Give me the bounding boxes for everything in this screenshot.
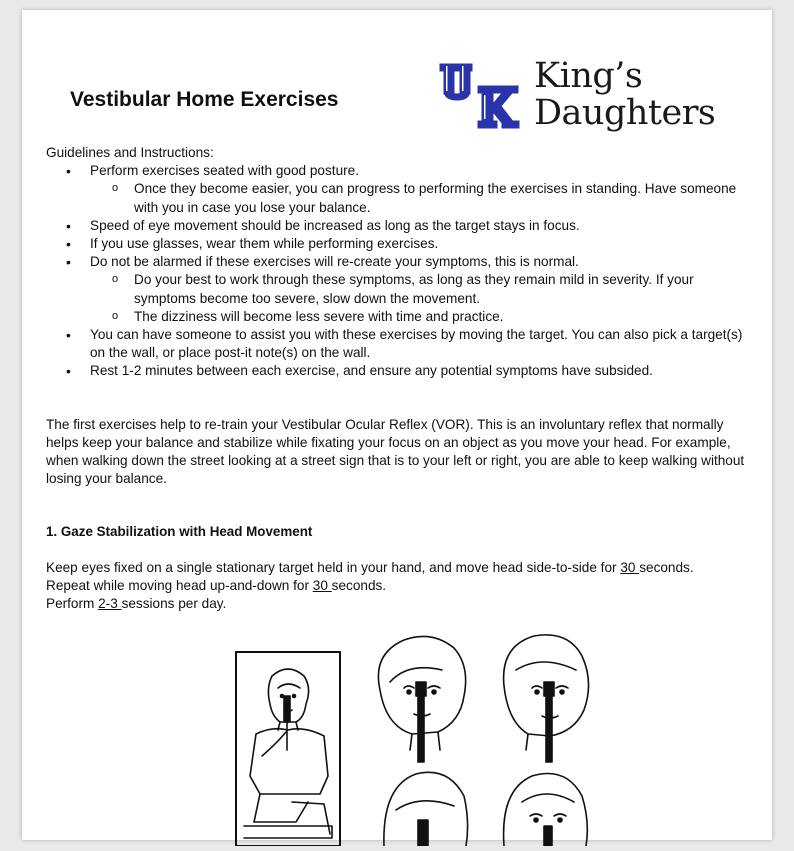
list-item: • If you use glasses, wear them while performing exercises.	[46, 235, 751, 253]
instruction-text: Repeat while moving head up-and-down for	[46, 577, 313, 593]
sub-list-item: o Once they become easier, you can progress to performing the exercises in standing. Have someone with you in case you lose your balance.	[90, 180, 751, 216]
exercise-1-instructions	[46, 559, 751, 614]
list-item-text: Do not be alarmed if these exercises will re-create your symptoms, this is normal.	[90, 254, 579, 270]
vor-intro-paragraph: The first exercises help to re-train your Vestibular Ocular Reflex (VOR). This is an involuntary reflex that normally helps keep your balance and stabilize while fixating your focus on an object as you move your head. For example, when walking down the street looking at a street sign that is to your left or right, you are able to keep walking without losing your balance.	[46, 416, 745, 487]
sub-list	[90, 180, 751, 216]
sub-list	[90, 271, 751, 326]
instruction-text: sessions per day.	[121, 596, 227, 612]
instruction-line-2	[46, 577, 751, 595]
instruction-text: seconds.	[331, 577, 387, 593]
instruction-line-3	[46, 595, 751, 613]
uk-logo-icon	[438, 60, 520, 130]
sub-list-item: o The dizziness will become less severe with time and practice.	[90, 308, 751, 326]
list-item: • Speed of eye movement should be increased as long as the target stays in focus.	[46, 217, 751, 235]
guidelines-list	[46, 162, 751, 380]
list-item: • You can have someone to assist you with these exercises by moving the target. You can also pick a target(s) on the wall, or place post-it note(s) on the wall.	[46, 326, 751, 362]
head-turn-left-drawing	[378, 636, 465, 762]
kings-daughters-logo	[438, 58, 715, 132]
list-item	[46, 162, 751, 217]
exercise-1-title: 1. Gaze Stabilization with Head Movement	[46, 524, 313, 540]
instruction-line-1	[46, 559, 751, 577]
head-turn-right-drawing	[504, 635, 589, 762]
logo-line-2: Daughters	[534, 93, 716, 133]
instruction-text: Keep eyes fixed on a single stationary target held in your hand, and move head side-to-side for	[46, 559, 621, 575]
duration-value: 30	[312, 577, 332, 593]
instruction-text: seconds.	[639, 559, 694, 575]
duration-value: 30	[620, 559, 640, 575]
list-item-text: Perform exercises seated with good posture.	[90, 163, 359, 179]
exercise-illustrations	[232, 626, 612, 846]
seated-figure-drawing	[236, 652, 340, 846]
list-item: • Rest 1-2 minutes between each exercise, and ensure any potential symptoms have subsided.	[46, 362, 751, 380]
guidelines-heading: Guidelines and Instructions:	[46, 145, 214, 160]
head-nod-up-drawing	[504, 774, 588, 847]
logo-line-1: King’s	[534, 56, 643, 96]
head-nod-down-drawing	[384, 772, 468, 846]
sessions-value: 2-3	[98, 596, 122, 612]
logo-wordmark	[534, 58, 715, 132]
list-item	[46, 253, 751, 326]
document-title: Vestibular Home Exercises	[70, 88, 339, 111]
document-page	[22, 10, 772, 840]
document-body	[46, 144, 751, 613]
instruction-text: Perform	[46, 596, 99, 612]
gaze-stabilization-illustration	[232, 626, 612, 846]
sub-list-item: o Do your best to work through these symptoms, as long as they remain mild in severity. If your symptoms become too severe, slow down the movement.	[90, 271, 751, 307]
